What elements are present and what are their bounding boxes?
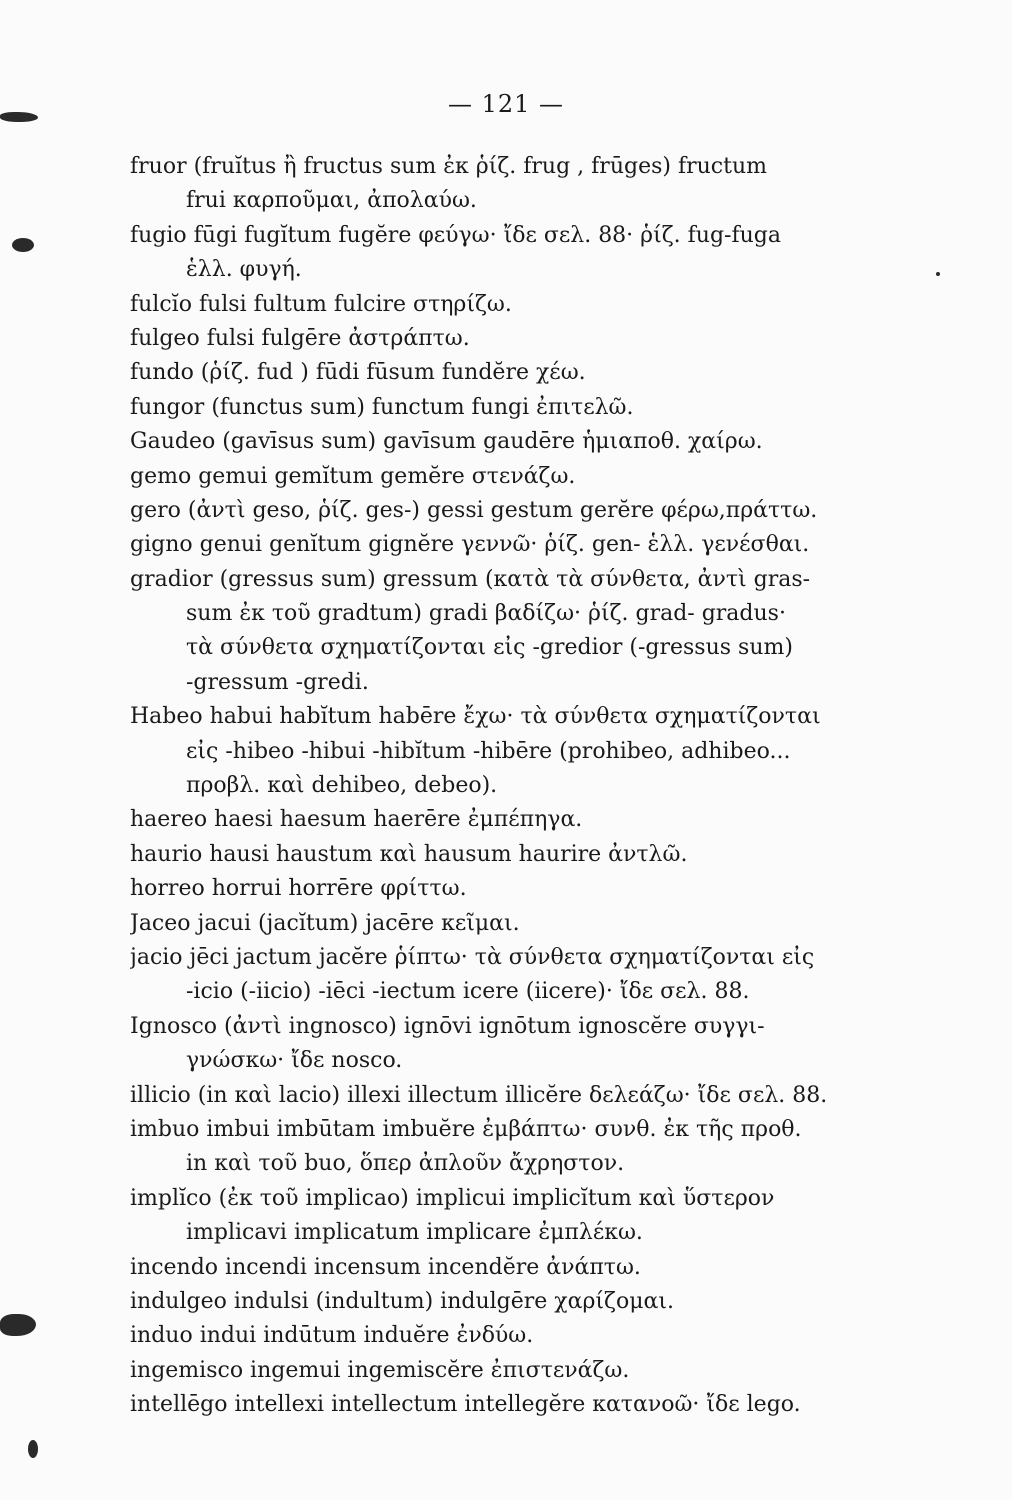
verb-entry <box>130 494 900 528</box>
entry-continuation-line: sum ἐκ τοῦ gradtum) gradi βαδίζω· ῥίζ. grad- gradus· <box>186 601 786 627</box>
entry-headline: fruor (fruĭtus ἢ fructus sum ἐκ ῥίζ. frug , frūges) fructum <box>130 154 767 179</box>
entry-continuation-line: γνώσκω· ἴδε nosco. <box>186 1048 403 1074</box>
verb-entry <box>130 563 900 701</box>
entry-headline: gigno genui genĭtum gignĕre γεννῶ· ῥίζ. gen- ἑλλ. γενέσθαι. <box>130 532 810 558</box>
entry-headline: fundo (ῥίζ. fud ) fūdi fūsum fundĕre χέω. <box>130 360 586 386</box>
verb-entry <box>130 1319 900 1353</box>
entry-continuation-line: -gressum -gredi. <box>186 669 369 695</box>
entry-headline: gemo gemui gemĭtum gemĕre στενάζω. <box>130 463 576 489</box>
entry-continuation-line: implicavi implicatum implicare ἐμπλέκω. <box>186 1220 643 1246</box>
entry-continuation-line: εἰς -hibeo -hibui -hibĭtum -hibēre (prohibeo, adhibeo... <box>186 738 791 764</box>
entry-headline: fulcĭo fulsi fultum fulcire στηρίζω. <box>130 291 512 317</box>
entry-continuation-line: in καὶ τοῦ buo, ὅπερ ἀπλοῦν ἄχρηστον. <box>186 1151 625 1177</box>
verb-entry <box>130 528 900 562</box>
page-number: — 121 — <box>447 90 565 118</box>
verb-entry <box>130 1113 900 1182</box>
entry-headline: gradior (gressus sum) gressum (κατὰ τὰ σύνθετα, ἀντὶ gras- <box>130 566 811 592</box>
entry-headline: Gaudeo (gavīsus sum) gavīsum gaudēre ἡμιαποθ. χαίρω. <box>130 429 763 455</box>
entry-headline: Habeo habui habĭtum habēre ἔχω· τὰ σύνθετα σχηματίζονται <box>130 704 821 730</box>
entry-headline: induo indui indūtum induĕre ἐνδύω. <box>130 1323 534 1349</box>
scan-artifact-mark <box>0 1314 36 1336</box>
entry-headline: imbuo imbui imbūtam imbuĕre ἐμβάπτω· συνθ. ἐκ τῆς προθ. <box>130 1116 802 1142</box>
entry-headline: indulgeo indulsi (indultum) indulgēre χαρίζομαι. <box>130 1288 674 1314</box>
entry-headline: incendo incendi incensum incendĕre ἀνάπτω. <box>130 1254 641 1280</box>
entry-continuation-line: frui καρποῦμαι, ἀπολαύω. <box>186 188 477 214</box>
entry-continuation-line: -icio (-iicio) -iēci -iectum icere (iicere)· ἴδε σελ. 88. <box>186 979 750 1005</box>
entry-headline: gero (ἀντὶ geso, ῥίζ. ges-) gessi gestum gerĕre φέρω,πράττω. <box>130 497 818 523</box>
verb-entry <box>130 150 900 219</box>
verb-entry <box>130 425 900 459</box>
entry-continuation-line: προβλ. καὶ dehibeo, debeo). <box>186 773 498 799</box>
entry-headline: intellēgo intellexi intellectum intellegĕre κατανοῶ· ἴδε lego. <box>130 1392 801 1418</box>
verb-entry <box>130 941 900 1010</box>
entry-headline: fungor (functus sum) functum fungi ἐπιτελῶ. <box>130 394 634 420</box>
entry-headline: implĭco (ἐκ τοῦ implicao) implicui implicĭtum καὶ ὕστερον <box>130 1185 775 1211</box>
entry-headline: jacio jēci jactum jacĕre ῥίπτω· τὰ σύνθετα σχηματίζονται εἰς <box>130 944 815 970</box>
verb-entry <box>130 1010 900 1079</box>
verb-entry <box>130 1285 900 1319</box>
verb-entry <box>130 1354 900 1388</box>
verb-entry <box>130 356 900 390</box>
verb-entry <box>130 391 900 425</box>
entry-continuation-line: ἑλλ. φυγή. <box>186 257 302 283</box>
verb-entry <box>130 838 900 872</box>
entry-headline: haurio hausi haustum καὶ hausum haurire ἀντλῶ. <box>130 841 688 867</box>
verb-entry <box>130 872 900 906</box>
scan-artifact-mark <box>28 1440 38 1458</box>
verb-entry <box>130 1251 900 1285</box>
verb-entry <box>130 322 900 356</box>
verb-entry <box>130 460 900 494</box>
verb-entry <box>130 1182 900 1251</box>
verb-entry <box>130 1079 900 1113</box>
verb-entry <box>130 803 900 837</box>
entry-continuation-line: τὰ σύνθετα σχηματίζονται εἰς -gredior (-gressus sum) <box>186 635 793 661</box>
scan-artifact-mark <box>936 272 940 276</box>
scan-artifact-mark <box>12 238 34 252</box>
entry-headline: Jaceo jacui (jacĭtum) jacēre κεῖμαι. <box>130 910 520 936</box>
verb-entry <box>130 907 900 941</box>
entry-headline: fulgeo fulsi fulgēre ἀστράπτω. <box>130 325 470 351</box>
verb-entry <box>130 288 900 322</box>
verb-entry <box>130 1388 900 1422</box>
entry-headline: ingemisco ingemui ingemiscĕre ἐπιστενάζω. <box>130 1357 630 1383</box>
verb-entry <box>130 700 900 803</box>
dictionary-entries <box>130 150 900 1422</box>
verb-entry <box>130 219 900 288</box>
entry-headline: haereo haesi haesum haerēre ἐμπέπηγα. <box>130 807 583 833</box>
entry-headline: Ignosco (ἀντὶ ingnosco) ignōvi ignōtum ignoscĕre συγγι- <box>130 1013 765 1039</box>
entry-headline: horreo horrui horrēre φρίττω. <box>130 876 467 902</box>
entry-headline: illicio (in καὶ lacio) illexi illectum illicĕre δελεάζω· ἴδε σελ. 88. <box>130 1082 828 1108</box>
entry-headline: fugio fūgi fugĭtum fugĕre φεύγω· ἴδε σελ. 88· ῥίζ. fug-fuga <box>130 222 781 248</box>
